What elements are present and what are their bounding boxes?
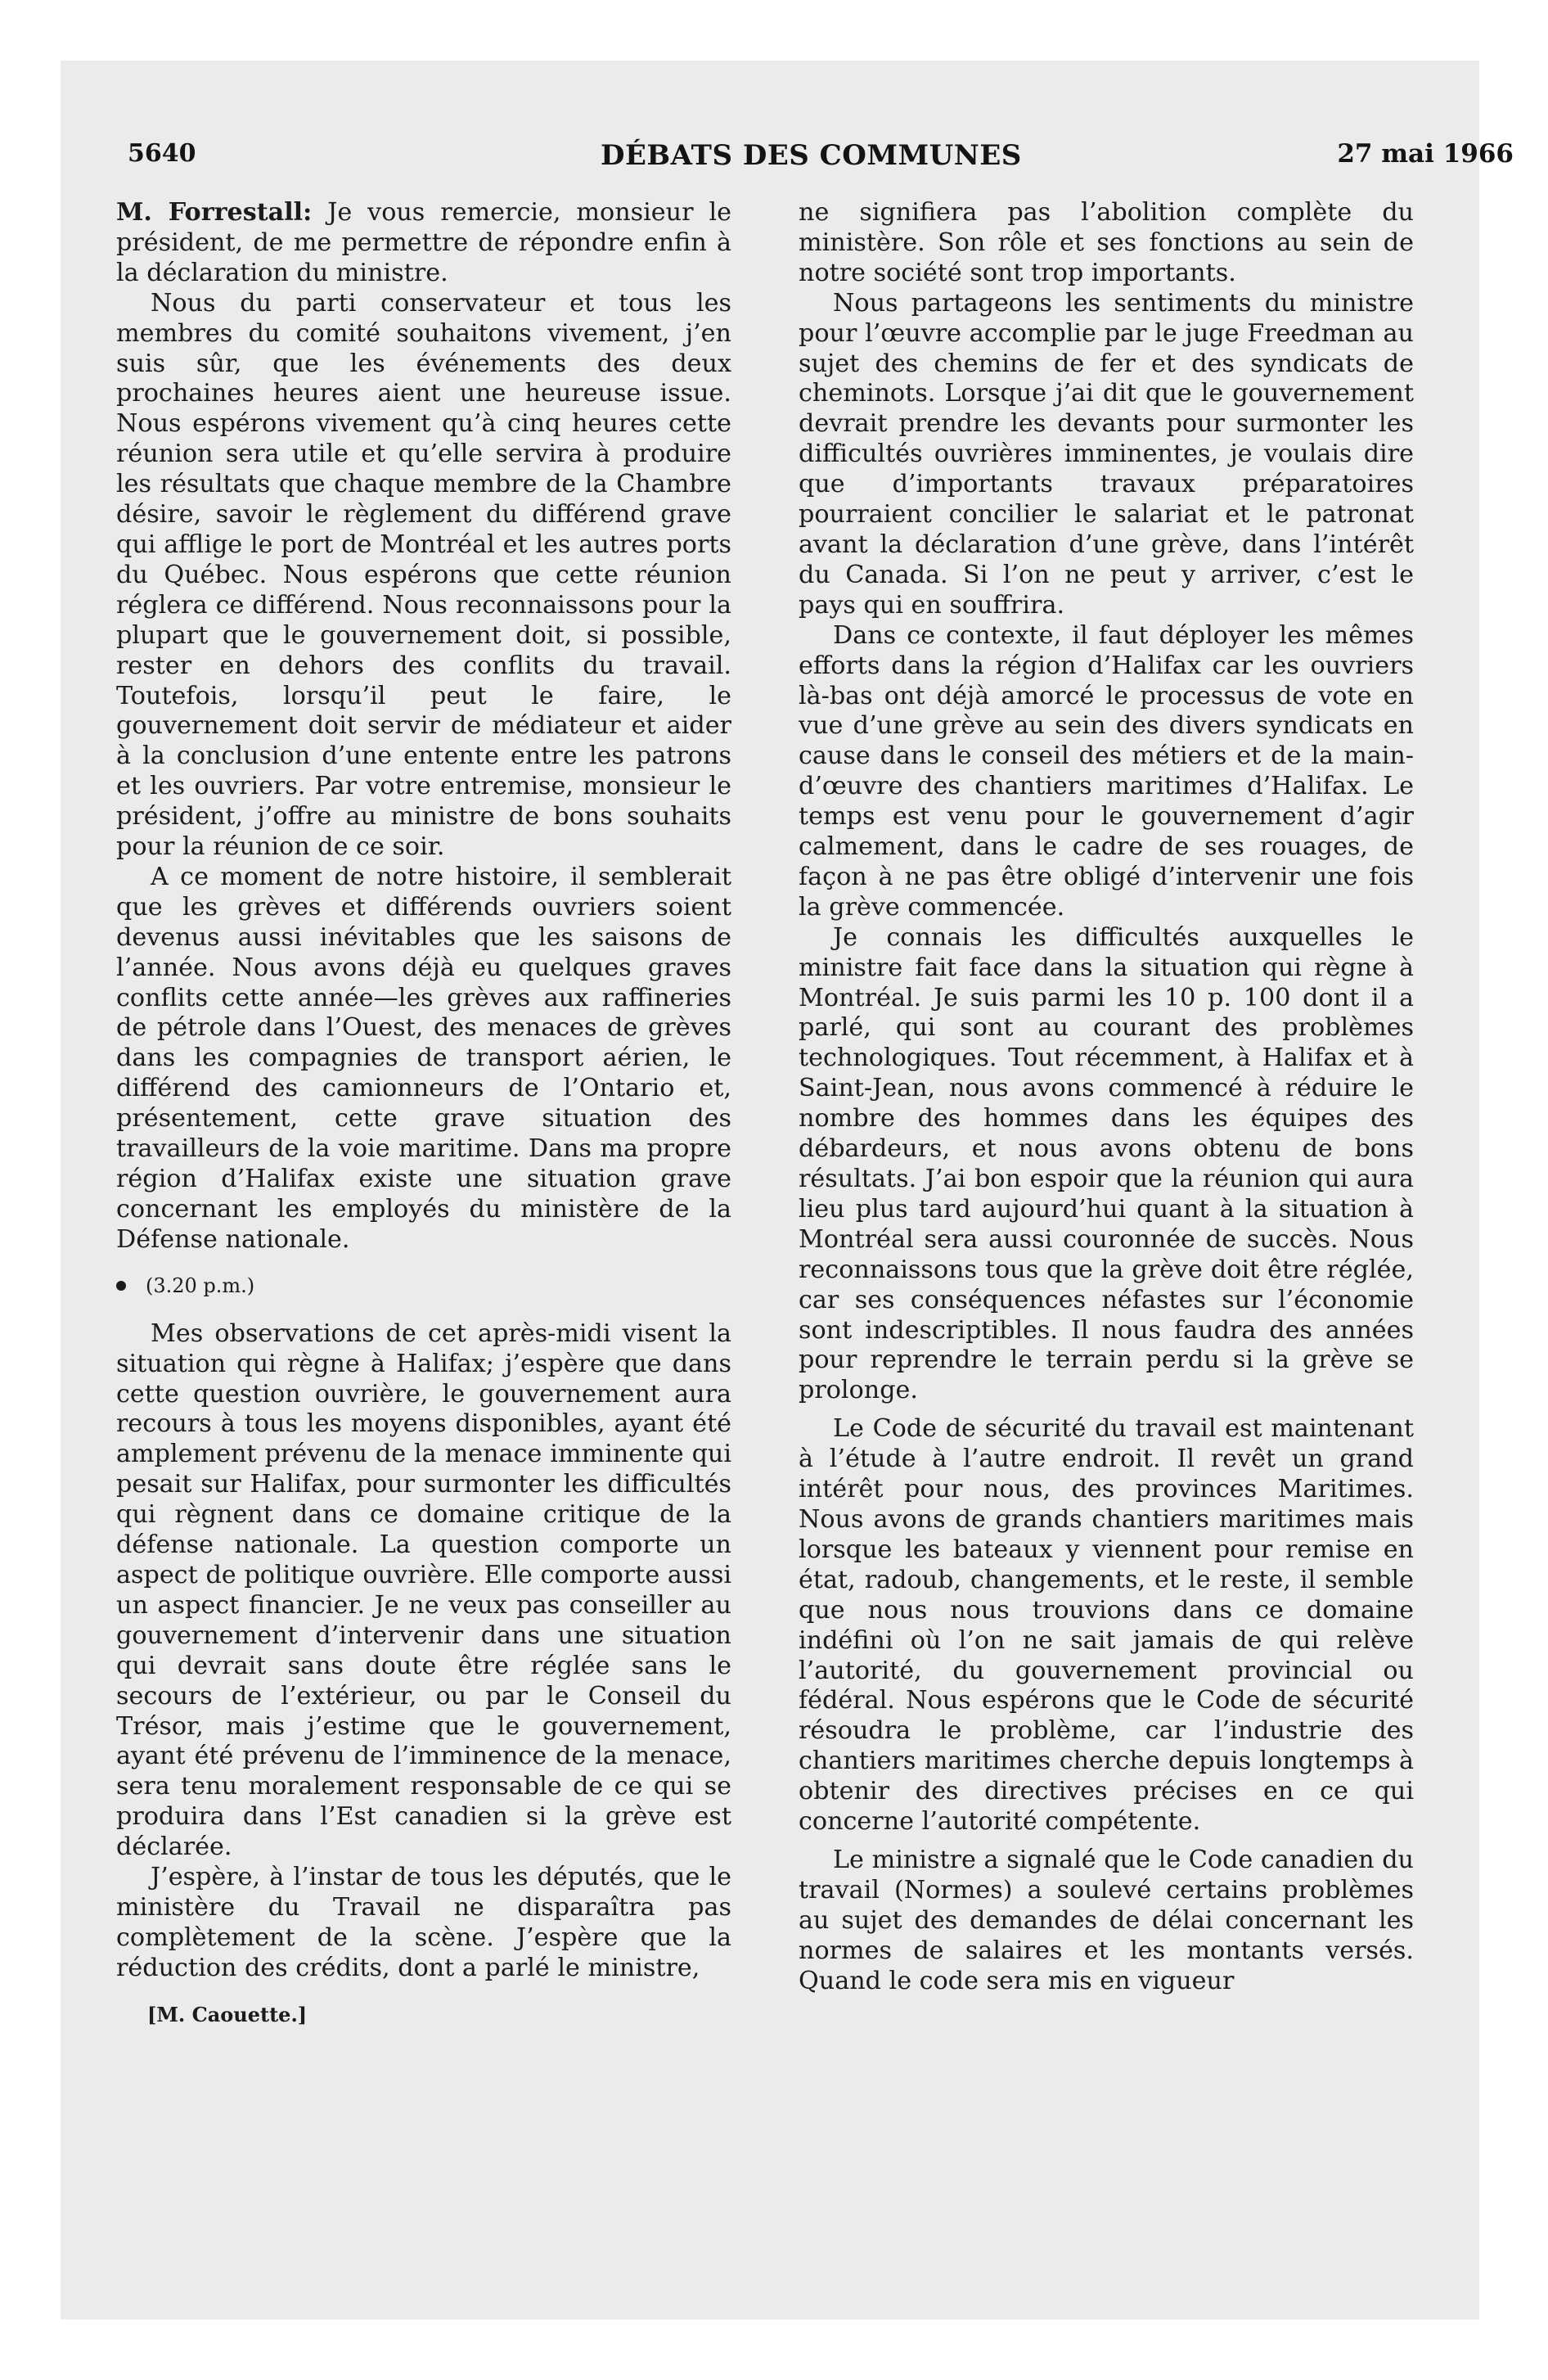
right-column bbox=[799, 198, 1414, 1996]
paragraph: Le Code de sécurité du travail est maintenant à l’étude à l’autre endroit. Il revêt un grand intérêt pour nous, des provinces Maritimes. Nous avons de grands chantiers maritimes mais lorsque les bateaux y viennent pour remise en état, radoub, changements, et le reste, il semble que nous nous trouvions dans ce domaine indéfini où l’on ne sait jamais de qui relève l’autorité, du gouvernement provincial ou fédéral. Nous espérons que le Code de sécurité résoudra le problème, car l’industrie des chantiers maritimes cherche depuis longtemps à obtenir des directives précises en ce qui concerne l’autorité compétente. bbox=[799, 1414, 1414, 1837]
page-number: 5640 bbox=[128, 139, 196, 168]
paragraph-text: Je vous remercie, monsieur le président, de me permettre de répondre enfin à la déclaration du ministre. bbox=[116, 198, 731, 287]
speaker-name: M. Forrestall: bbox=[116, 198, 313, 227]
bullet-icon bbox=[116, 1281, 126, 1291]
paragraph: Nous partageons les sentiments du ministre pour l’œuvre accomplie par le juge Freedman au sujet des chemins de fer et des syndicats de cheminots. Lorsque j’ai dit que le gouvernement devrait prendre les devants pour surmonter les difficultés ouvrières imminentes, je voulais dire que d’importants travaux préparatoires pourraient concilier le salariat et le patronat avant la déclaration d’une grève, dans l’intérêt du Canada. Si l’on ne peut y arriver, c’est le pays qui en souffrira. bbox=[799, 288, 1414, 620]
paragraph: Je connais les difficultés auxquelles le ministre fait face dans la situation qui règne à Montréal. Je suis parmi les 10 p. 100 dont il a parlé, qui sont au courant des problèmes technologiques. Tout récemment, à Halifax et à Saint-Jean, nous avons commencé à réduire le nombre des hommes dans les équipes des débardeurs, et nous avons obtenu de bons résultats. J’ai bon espoir que la réunion qui aura lieu plus tard aujourd’hui quant à la situation à Montréal sera aussi couronnée de succès. Nous reconnaissons tous que la grève doit être réglée, car ses conséquences néfastes sur l’économie sont indescriptibles. Il nous faudra des années pour reprendre le terrain perdu si la grève se prolonge. bbox=[799, 922, 1414, 1405]
paragraph bbox=[116, 198, 731, 289]
paragraph: Le ministre a signalé que le Code canadien du travail (Normes) a soulevé certains problèmes au sujet des demandes de délai concernant les normes de salaires et les montants versés. Quand le code sera mis en vigueur bbox=[799, 1845, 1414, 1995]
scanned-page bbox=[61, 61, 1514, 2319]
timestamp-text: (3.20 p.m.) bbox=[146, 1273, 255, 1297]
page-header bbox=[128, 139, 1514, 180]
header-date: 27 mai 1966 bbox=[1337, 139, 1514, 169]
paragraph: A ce moment de notre histoire, il semblerait que les grèves et différends ouvriers soient devenus aussi inévitables que les saisons de l’année. Nous avons déjà eu quelques graves conflits cette année—les grèves aux raffineries de pétrole dans l’Ouest, des menaces de grèves dans les compagnies de transport aérien, le différend des camionneurs de l’Ontario et, présentement, cette grave situation des travailleurs de la voie maritime. Dans ma propre région d’Halifax existe une situation grave concernant les employés du ministère de la Défense nationale. bbox=[116, 862, 731, 1254]
speaker-signature: [M. Caouette.] bbox=[147, 2002, 308, 2026]
paragraph: Nous du parti conservateur et tous les membres du comité souhaitons vivement, j’en suis sûr, que les événements des deux prochaines heures aient une heureuse issue. Nous espérons vivement qu’à cinq heures cette réunion sera utile et qu’elle servira à produire les résultats que chaque membre de la Chambre désire, savoir le règlement du différend grave qui afflige le port de Montréal et les autres ports du Québec. Nous espérons que cette réunion réglera ce différend. Nous reconnaissons pour la plupart que le gouvernement doit, si possible, rester en dehors des conflits du travail. Toutefois, lorsqu’il peut le faire, le gouvernement doit servir de médiateur et aider à la conclusion d’une entente entre les patrons et les ouvriers. Par votre entremise, monsieur le président, j’offre au ministre de bons souhaits pour la réunion de ce soir. bbox=[116, 288, 731, 862]
timestamp-marker bbox=[116, 1273, 731, 1298]
paragraph: J’espère, à l’instar de tous les députés, que le ministère du Travail ne disparaîtra pas complètement de la scène. J’espère que la réduction des crédits, dont a parlé le ministre, bbox=[116, 1863, 731, 1982]
paragraph: Dans ce contexte, il faut déployer les mêmes efforts dans la région d’Halifax car les ouvriers là-bas ont déjà amorcé le processus de vote en vue d’une grève au sein des divers syndicats en cause dans le conseil des métiers et de la main-d’œuvre des chantiers maritimes d’Halifax. Le temps est venu pour le gouvernement d’agir calmement, dans le cadre de ses rouages, de façon à ne pas être obligé d’intervenir une fois la grève commencée. bbox=[799, 620, 1414, 922]
paragraph: Mes observations de cet après-midi visent la situation qui règne à Halifax; j’espère que dans cette question ouvrière, le gouvernement aura recours à tous les moyens disponibles, ayant été amplement prévenu de la menace imminente qui pesait sur Halifax, pour surmonter les difficultés qui règnent dans ce domaine critique de la défense nationale. La question comporte un aspect de politique ouvrière. Elle comporte aussi un aspect financier. Je ne veux pas conseiller au gouvernement d’intervenir dans une situation qui devrait sans doute être réglée sans le secours de l’extérieur, ou par le Conseil du Trésor, mais j’estime que le gouvernement, ayant été prévenu de l’imminence de la menace, sera tenu moralement responsable de ce qui se produira dans l’Est canadien si la grève est déclarée. bbox=[116, 1318, 731, 1862]
paragraph: ne signifiera pas l’abolition complète du ministère. Son rôle et ses fonctions au sein de notre société sont trop importants. bbox=[799, 198, 1414, 287]
running-title: DÉBATS DES COMMUNES bbox=[601, 139, 1022, 172]
left-column bbox=[116, 198, 731, 2031]
